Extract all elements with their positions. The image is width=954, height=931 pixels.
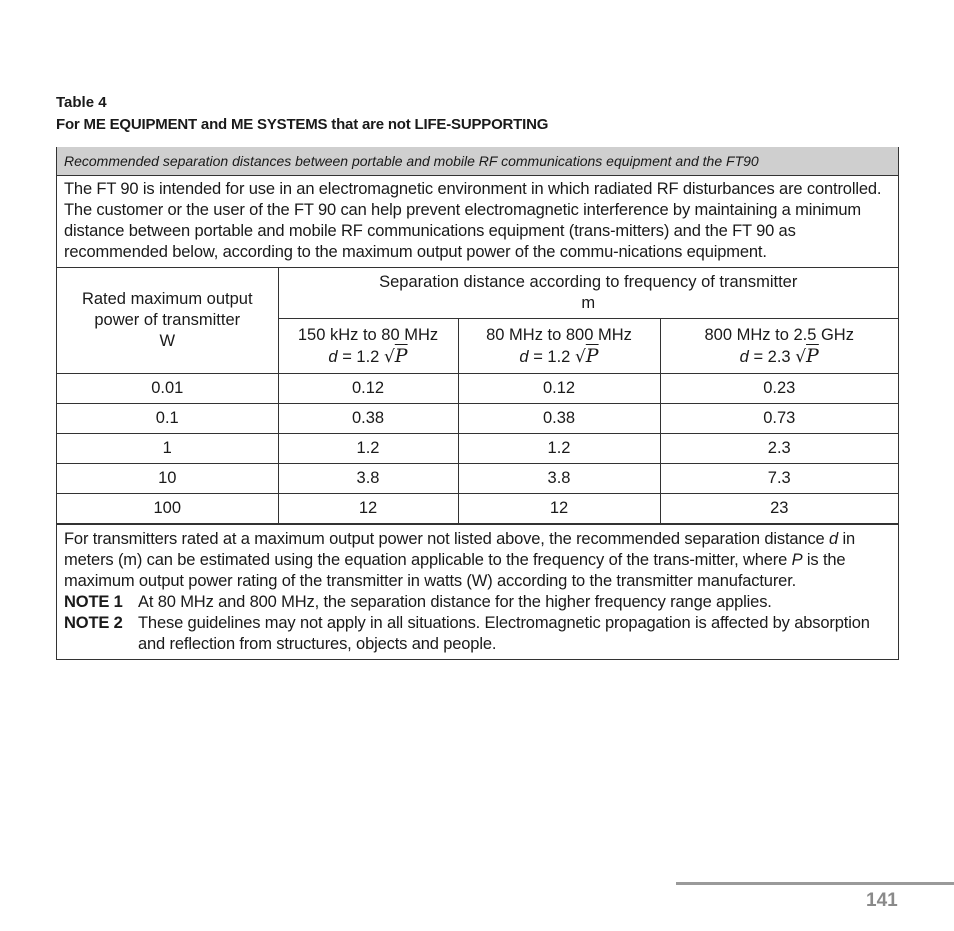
emc-table-box (56, 147, 899, 660)
header-row (57, 268, 898, 319)
formula-p: P (585, 344, 599, 367)
formula-eq: = 1.2 (337, 347, 384, 366)
formula-p: P (394, 344, 408, 367)
separation-header-unit: m (581, 294, 596, 312)
note-text: At 80 MHz and 800 MHz, the separation distance for the higher frequency range applies. (138, 593, 772, 611)
table-cell: 23 (660, 494, 898, 524)
freq-formula (459, 346, 660, 368)
freq-range: 800 MHz to 2.5 GHz (704, 325, 854, 344)
freq-range: 80 MHz to 800 MHz (486, 325, 632, 344)
table-cell: 7.3 (660, 464, 898, 494)
table-cell: 2.3 (660, 434, 898, 464)
note-label: NOTE 1 (64, 593, 123, 611)
note-2 (64, 613, 890, 655)
formula-p: P (806, 344, 819, 367)
footer-text-a: For transmitters rated at a maximum output power not listed above, the recommended separation distance (64, 530, 830, 548)
table-cell: 0.23 (660, 374, 898, 404)
intro-text (57, 176, 898, 268)
formula-d: d (739, 347, 749, 366)
formula-eq: = 2.3 (748, 347, 796, 366)
table-cell: 0.38 (458, 404, 660, 434)
table-subtitle: For ME EQUIPMENT and ME SYSTEMS that are not LIFE-SUPPORTING (56, 116, 549, 133)
freq-header-3 (660, 319, 898, 374)
table-cell: 0.12 (278, 374, 458, 404)
sqrt-icon: √ (383, 346, 395, 367)
rated-header-line: Rated maximum output (81, 290, 253, 308)
page-footer-rule (676, 882, 954, 885)
table-cell: 1 (57, 434, 278, 464)
table-cell: 1.2 (458, 434, 660, 464)
sqrt-icon: √ (795, 346, 807, 367)
formula-d: d (519, 347, 529, 366)
footer-text-c: is the maximum output power rating of the transmitter in watts (W) according to the transmitter manufacturer. (64, 551, 846, 590)
table-row (57, 494, 898, 524)
table-cell: 10 (57, 464, 278, 494)
table-cell: 0.1 (57, 404, 278, 434)
table-cell: 0.01 (57, 374, 278, 404)
rated-power-header (57, 268, 278, 374)
table-row (57, 374, 898, 404)
table-banner: Recommended separation distances between portable and mobile RF communications equipment and the FT90 (57, 147, 898, 176)
freq-header-2 (458, 319, 660, 374)
footer-notes (57, 524, 898, 659)
separation-header (278, 268, 898, 319)
formula-d: d (328, 347, 338, 366)
footer-paragraph (64, 529, 890, 592)
table-cell: 12 (458, 494, 660, 524)
table-heading (56, 92, 548, 136)
footer-text-b: in meters (m) can be estimated using the equation applicable to the frequency of the trans-mitter, where (64, 530, 856, 569)
table-row (57, 434, 898, 464)
table-cell: 100 (57, 494, 278, 524)
sqrt-icon: √ (574, 346, 586, 367)
table-row (57, 464, 898, 494)
table-cell: 3.8 (278, 464, 458, 494)
table-cell: 12 (278, 494, 458, 524)
intro-paragraph: The FT 90 is intended for use in an electromagnetic environment in which radiated RF disturbances are controlled. The customer or the user of the FT 90 can help prevent electromagnetic interference by maintaining a minimum distance between portable and mobile RF communications equipment (trans-mitters) and the FT 90 as recommended below, according to the maximum output power of the commu-nications equipment. (64, 180, 882, 261)
footer-var-d: d (829, 530, 839, 548)
table-label: Table 4 (56, 94, 107, 111)
freq-formula (279, 346, 458, 368)
page-number: 141 (866, 890, 898, 911)
freq-formula (661, 346, 899, 368)
table-cell: 0.12 (458, 374, 660, 404)
formula-eq: = 1.2 (528, 347, 575, 366)
table-cell: 3.8 (458, 464, 660, 494)
table-cell: 0.38 (278, 404, 458, 434)
note-1 (64, 592, 890, 613)
table-cell: 0.73 (660, 404, 898, 434)
rated-header-line: power of transmitter (94, 311, 241, 329)
footer-var-p: P (791, 551, 803, 569)
separation-header-text: Separation distance according to frequency of transmitter (379, 273, 798, 291)
freq-header-1 (278, 319, 458, 374)
table-row (57, 404, 898, 434)
note-text: These guidelines may not apply in all situations. Electromagnetic propagation is affected by absorption and reflection from structures, objects and people. (138, 614, 870, 653)
freq-range: 150 kHz to 80 MHz (297, 325, 439, 344)
table-cell: 1.2 (278, 434, 458, 464)
note-label: NOTE 2 (64, 614, 123, 632)
separation-distance-table (57, 268, 898, 524)
rated-header-unit: W (159, 332, 176, 350)
